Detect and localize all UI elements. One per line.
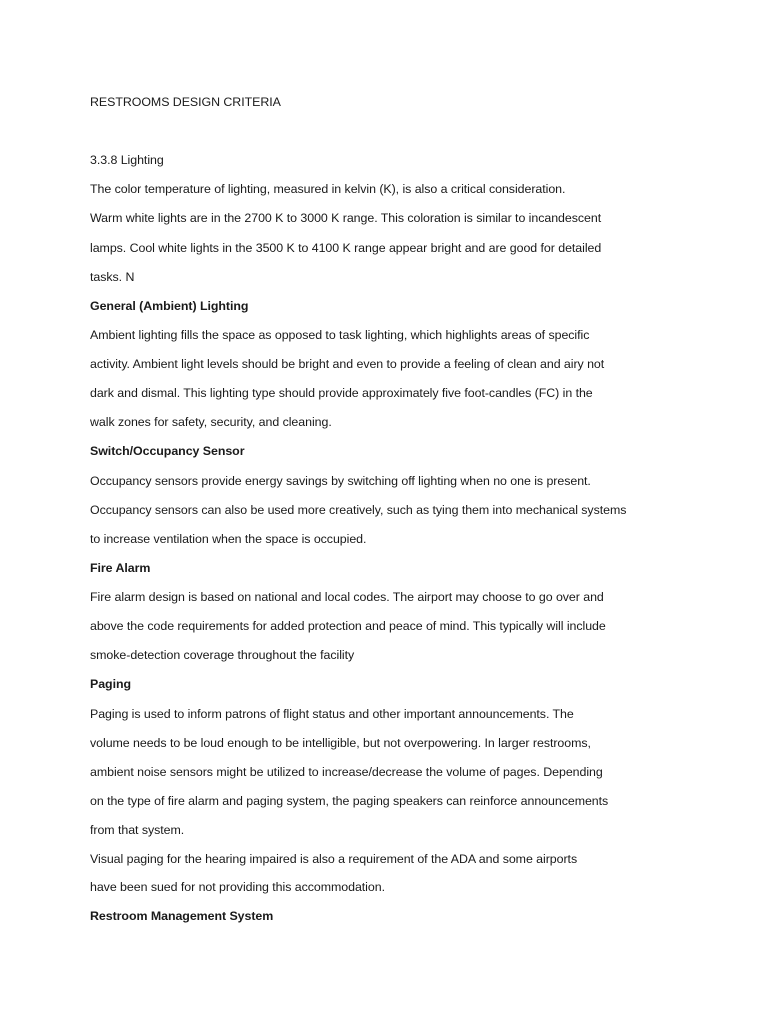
- paragraph-line: Visual paging for the hearing impaired is also a requirement of the ADA and some airports: [90, 852, 578, 866]
- document-title: RESTROOMS DESIGN CRITERIA: [90, 95, 281, 109]
- paragraph-line: Occupancy sensors can also be used more creatively, such as tying them into mechanical systems: [90, 503, 627, 517]
- section-heading: 3.3.8 Lighting: [90, 153, 164, 167]
- paragraph-line: activity. Ambient light levels should be bright and even to provide a feeling of clean and airy not: [90, 357, 605, 371]
- paragraph-line: Paging is used to inform patrons of flight status and other important announcements. The: [90, 707, 574, 721]
- paragraph-line: above the code requirements for added protection and peace of mind. This typically will include: [90, 619, 606, 633]
- paragraph-line: from that system.: [90, 823, 185, 837]
- paragraph-line: dark and dismal. This lighting type should provide approximately five foot-candles (FC) in the: [90, 386, 593, 400]
- paragraph-line: to increase ventilation when the space is occupied.: [90, 532, 367, 546]
- paragraph-line: tasks. N: [90, 270, 135, 284]
- subheading-fire-alarm: Fire Alarm: [90, 561, 151, 575]
- subheading-ambient-lighting: General (Ambient) Lighting: [90, 299, 249, 313]
- paragraph-line: have been sued for not providing this accommodation.: [90, 880, 385, 894]
- paragraph-line: walk zones for safety, security, and cleaning.: [90, 415, 332, 429]
- paragraph-line: volume needs to be loud enough to be intelligible, but not overpowering. In larger restrooms,: [90, 736, 591, 750]
- paragraph-line: Warm white lights are in the 2700 K to 3000 K range. This coloration is similar to incandescent: [90, 211, 602, 225]
- paragraph-line: on the type of fire alarm and paging system, the paging speakers can reinforce announcements: [90, 794, 609, 808]
- paragraph-line: Occupancy sensors provide energy savings by switching off lighting when no one is present.: [90, 474, 591, 488]
- paragraph-line: lamps. Cool white lights in the 3500 K to 4100 K range appear bright and are good for detailed: [90, 241, 602, 255]
- subheading-occupancy-sensor: Switch/Occupancy Sensor: [90, 444, 245, 458]
- paragraph-line: Fire alarm design is based on national and local codes. The airport may choose to go over and: [90, 590, 604, 604]
- paragraph-line: smoke-detection coverage throughout the facility: [90, 648, 355, 662]
- subheading-paging: Paging: [90, 677, 132, 691]
- subheading-restroom-management: Restroom Management System: [90, 909, 274, 923]
- paragraph-line: ambient noise sensors might be utilized to increase/decrease the volume of pages. Depending: [90, 765, 603, 779]
- paragraph-line: The color temperature of lighting, measured in kelvin (K), is also a critical consideration.: [90, 182, 566, 196]
- paragraph-line: Ambient lighting fills the space as opposed to task lighting, which highlights areas of specific: [90, 328, 590, 342]
